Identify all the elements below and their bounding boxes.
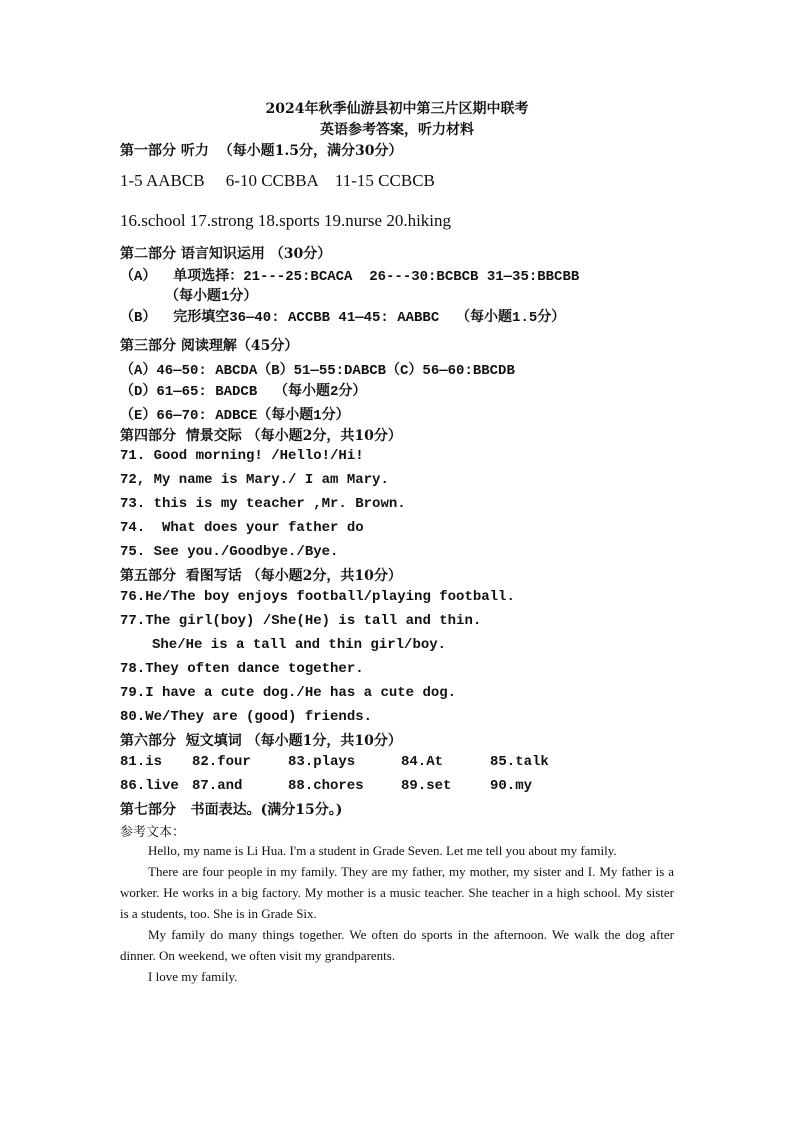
part4-heading: 第四部分 情景交际 （每小题2分，共10分） [120,428,402,444]
part6-answer: 86.live [120,778,179,794]
part3-heading: 第三部分 阅读理解（45分） [120,338,299,354]
part1-answers-row2: 16.school 17.strong 18.sports 19.nurse 20.hiking [120,211,452,230]
model-essay [120,840,674,987]
part6-answer: 88.chores [288,778,364,794]
part6-answer: 83.plays [288,754,356,770]
part6-answer: 90.my [490,778,533,794]
part6-answer: 82.four [192,754,251,770]
page-title: 2024年秋季仙游县初中第三片区期中联考 [265,101,529,117]
part5-heading: 第五部分 看图写话 （每小题2分，共10分） [120,568,402,584]
part2-heading: 第二部分 语言知识运用 （30分） [120,246,332,262]
part6-answer: 89.set [401,778,452,794]
essay-paragraph: My family do many things together. We often do sports in the afternoon. We walk the dog after dinner. On weekend, we often visit my grandparents. [120,927,674,963]
page-subtitle: 英语参考答案，听力材料 [320,122,474,138]
part6-answer: 87.and [192,778,243,794]
part6-answer: 81.is [120,754,163,770]
part2-line-b: （B） 完形填空36—40: ACCBB 41—45: AABBC （每小题1.5分） [120,310,566,326]
part6-answer: 85.talk [490,754,549,770]
part7-heading: 第七部分 书面表达。(满分15分。) [120,802,343,818]
part1-answers-row1: 1-5 AABCB 6-10 CCBBA 11-15 CCBCB [120,171,435,190]
part3-line3: （E）66—70: ADBCE（每小题1分） [120,408,350,424]
part5-item: 76.He/The boy enjoys football/playing football. [120,589,515,605]
reference-text-label: 参考文本： [120,825,186,840]
part4-item: 73. this is my teacher ,Mr. Brown. [120,496,406,512]
part3-line1: （A）46—50: ABCDA（B）51—55:DABCB（C）56—60:BBCDB [120,363,515,379]
part4-item: 71. Good morning! /Hello!/Hi! [120,448,364,464]
part4-item: 75. See you./Goodbye./Bye. [120,544,339,560]
part2-line-a: （A） 单项选择：21---25:BCACA 26---30:BCBCB 31—35:BBCBB [120,269,580,285]
essay-paragraph: There are four people in my family. They are my father, my mother, my sister and I. My father is a worker. He works in a big factory. My mother is a music teacher. She teacher in a high school. My sister is a students, too. She is in Grade Six. [120,864,674,921]
part3-line2: （D）61—65: BADCB （每小题2分） [120,384,367,400]
essay-paragraph: Hello, my name is Li Hua. I'm a student in Grade Seven. Let me tell you about my family. [148,843,617,858]
part6-heading: 第六部分 短文填词 （每小题1分，共10分） [120,733,402,749]
part5-item: 79.I have a cute dog./He has a cute dog. [120,685,457,701]
part1-heading: 第一部分 听力 （每小题1.5分，满分30分） [120,143,403,159]
part6-answer: 84.At [401,754,444,770]
part5-item: 80.We/They are (good) friends. [120,709,373,725]
part5-item: 77.The girl(boy) /She(He) is tall and thin. [120,613,482,629]
part5-item: 78.They often dance together. [120,661,364,677]
part4-item: 72, My name is Mary./ I am Mary. [120,472,389,488]
essay-paragraph: I love my family. [148,969,238,984]
part4-item: 74. What does your father do [120,520,364,536]
part5-item: She/He is a tall and thin girl/boy. [152,637,447,653]
part2-line-a-score: （每小题1分） [165,289,258,305]
